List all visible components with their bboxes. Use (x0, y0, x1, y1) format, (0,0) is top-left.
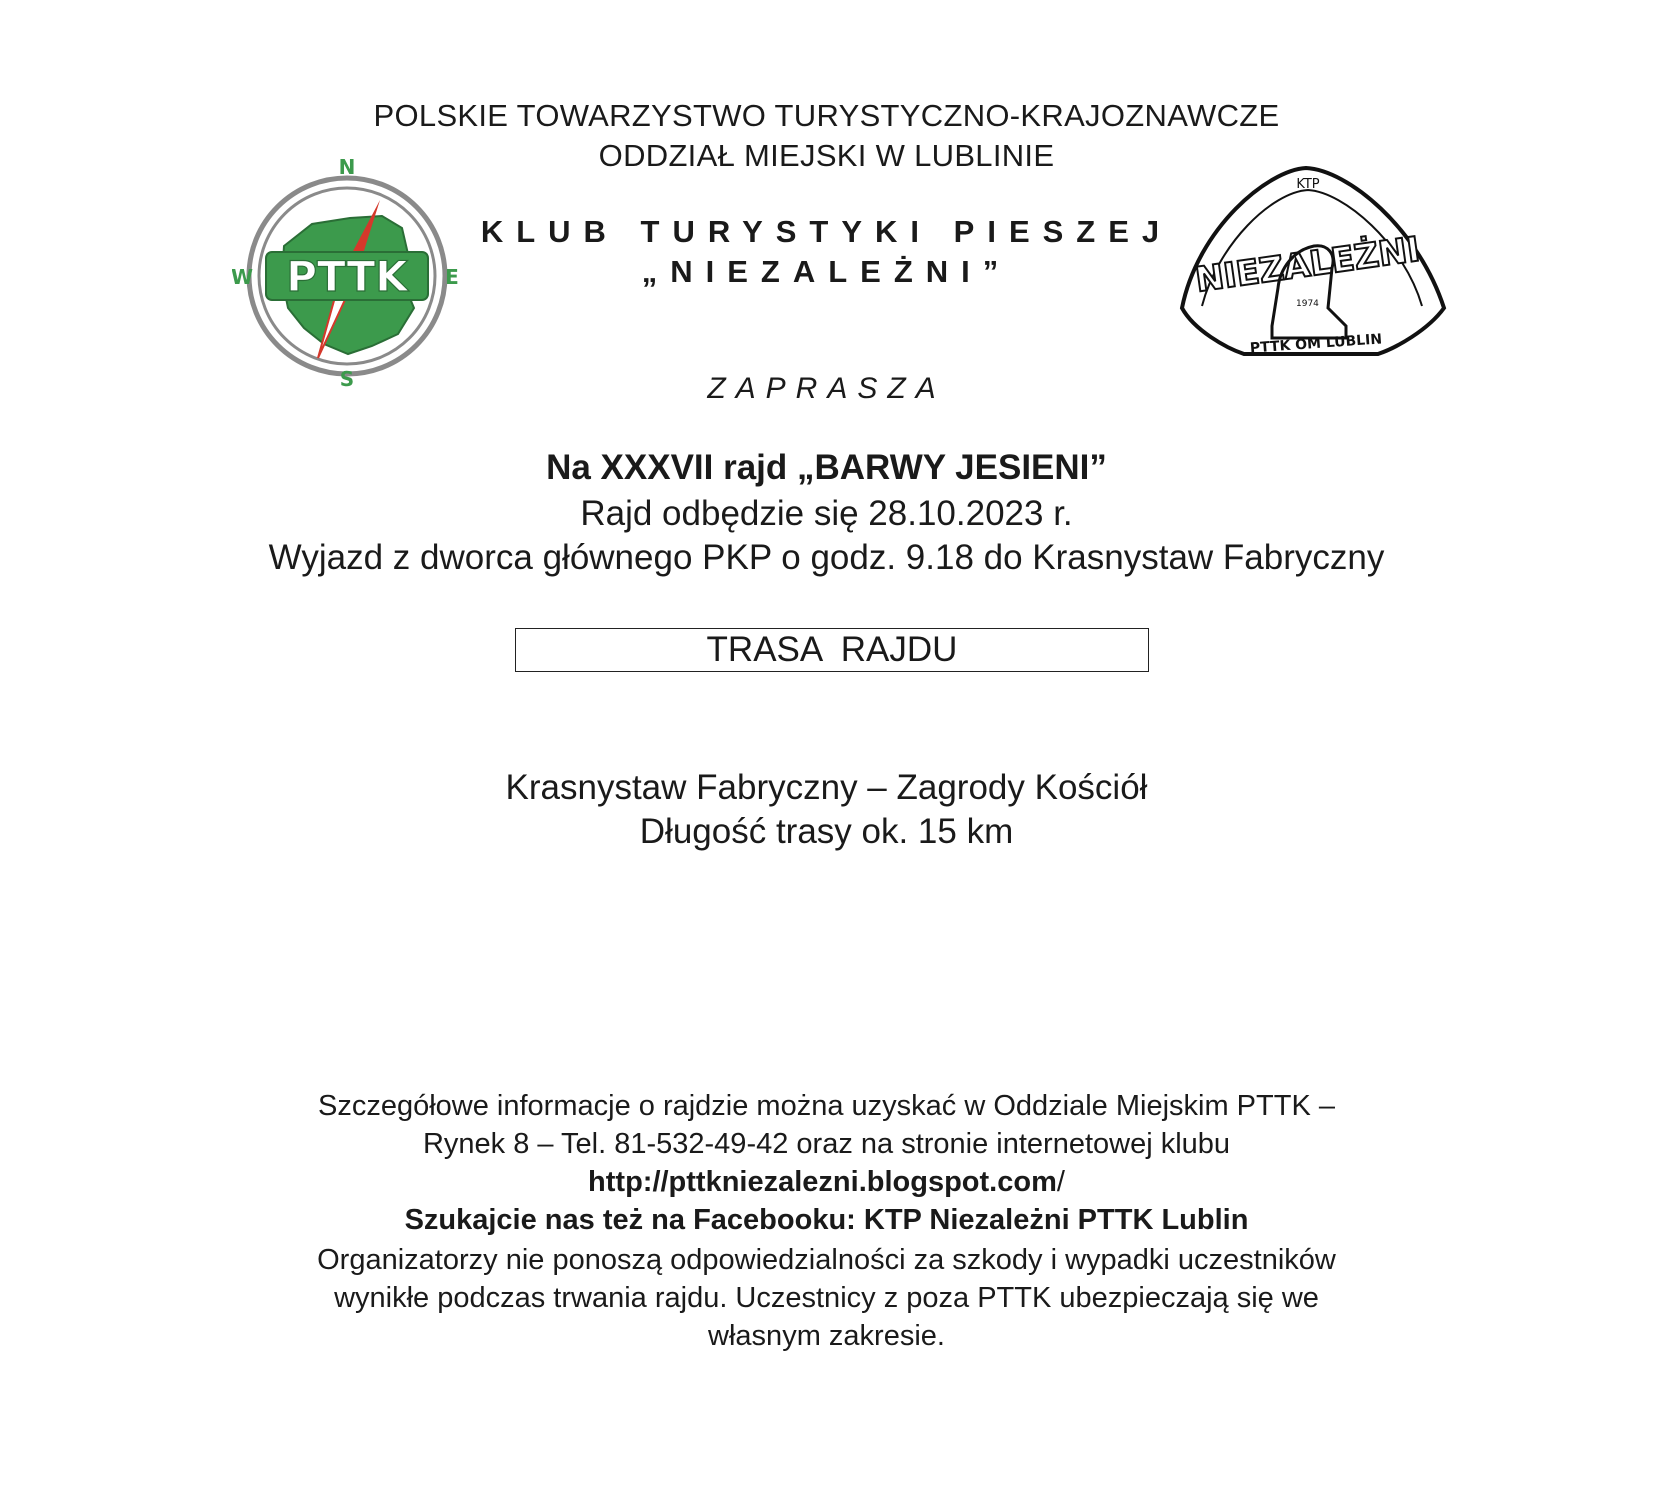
event-departure: Wyjazd z dworca głównego PKP o godz. 9.18 do Krasnystaw Fabryczny (268, 538, 1385, 577)
niezalezni-club-emblem (1168, 158, 1454, 368)
compass-letter-s: S (339, 367, 355, 388)
route-heading-box: TRASA RAJDU (515, 628, 1149, 672)
disclaimer-line-1: Organizatorzy nie ponoszą odpowiedzialności za szkody i wypadki uczestników (317, 1244, 1336, 1276)
emblem-top-text: KTP (1296, 177, 1320, 192)
disclaimer-line-2: wynikłe podczas trwania rajdu. Uczestnicy z poza PTTK ubezpieczają się we (334, 1282, 1319, 1314)
organization-name: POLSKIE TOWARZYSTWO TURYSTYCZNO-KRAJOZNAWCZE (373, 98, 1280, 133)
club-website-link[interactable]: http://pttkniezalezni.blogspot.com (588, 1166, 1057, 1198)
emblem-main-text: NIEZALEŻNI (1192, 229, 1423, 301)
emblem-bottom-text: PTTK OM LUBLIN (1249, 331, 1383, 357)
route-path: Krasnystaw Fabryczny – Zagrody Kościół (505, 768, 1148, 807)
disclaimer-line-3: własnym zakresie. (708, 1320, 945, 1352)
pttk-logo-graphic (232, 158, 462, 388)
club-website-line (0, 1166, 1653, 1199)
route-length: Długość trasy ok. 15 km (639, 812, 1014, 851)
branch-name: ODDZIAŁ MIEJSKI W LUBLINIE (598, 138, 1055, 173)
pttk-logo-text: PTTK (286, 252, 408, 301)
facebook-line: Szukajcie nas też na Facebooku: KTP Niezależni PTTK Lublin (404, 1204, 1249, 1236)
compass-letter-n: N (338, 158, 356, 179)
event-date: Rajd odbędzie się 28.10.2023 r. (580, 494, 1073, 533)
club-name-quoted: „NIEZALEŻNI” (641, 254, 1012, 289)
emblem-year: 1974 (1296, 299, 1319, 309)
info-line-1: Szczegółowe informacje o rajdzie można uzyskać w Oddziale Miejskim PTTK – (318, 1090, 1335, 1122)
invite-word: ZAPRASZA (707, 372, 946, 405)
club-name: KLUB TURYSTYKI PIESZEJ (480, 214, 1173, 249)
compass-letter-w: W (232, 265, 254, 289)
pttk-compass-logo (232, 158, 462, 388)
event-title: Na XXXVII rajd „BARWY JESIENI” (546, 448, 1107, 487)
info-line-2: Rynek 8 – Tel. 81-532-49-42 oraz na stronie internetowej klubu (422, 1128, 1231, 1160)
club-website-slash: / (1056, 1166, 1065, 1198)
compass-letter-e: E (445, 265, 459, 289)
niezalezni-emblem-graphic (1168, 158, 1454, 368)
